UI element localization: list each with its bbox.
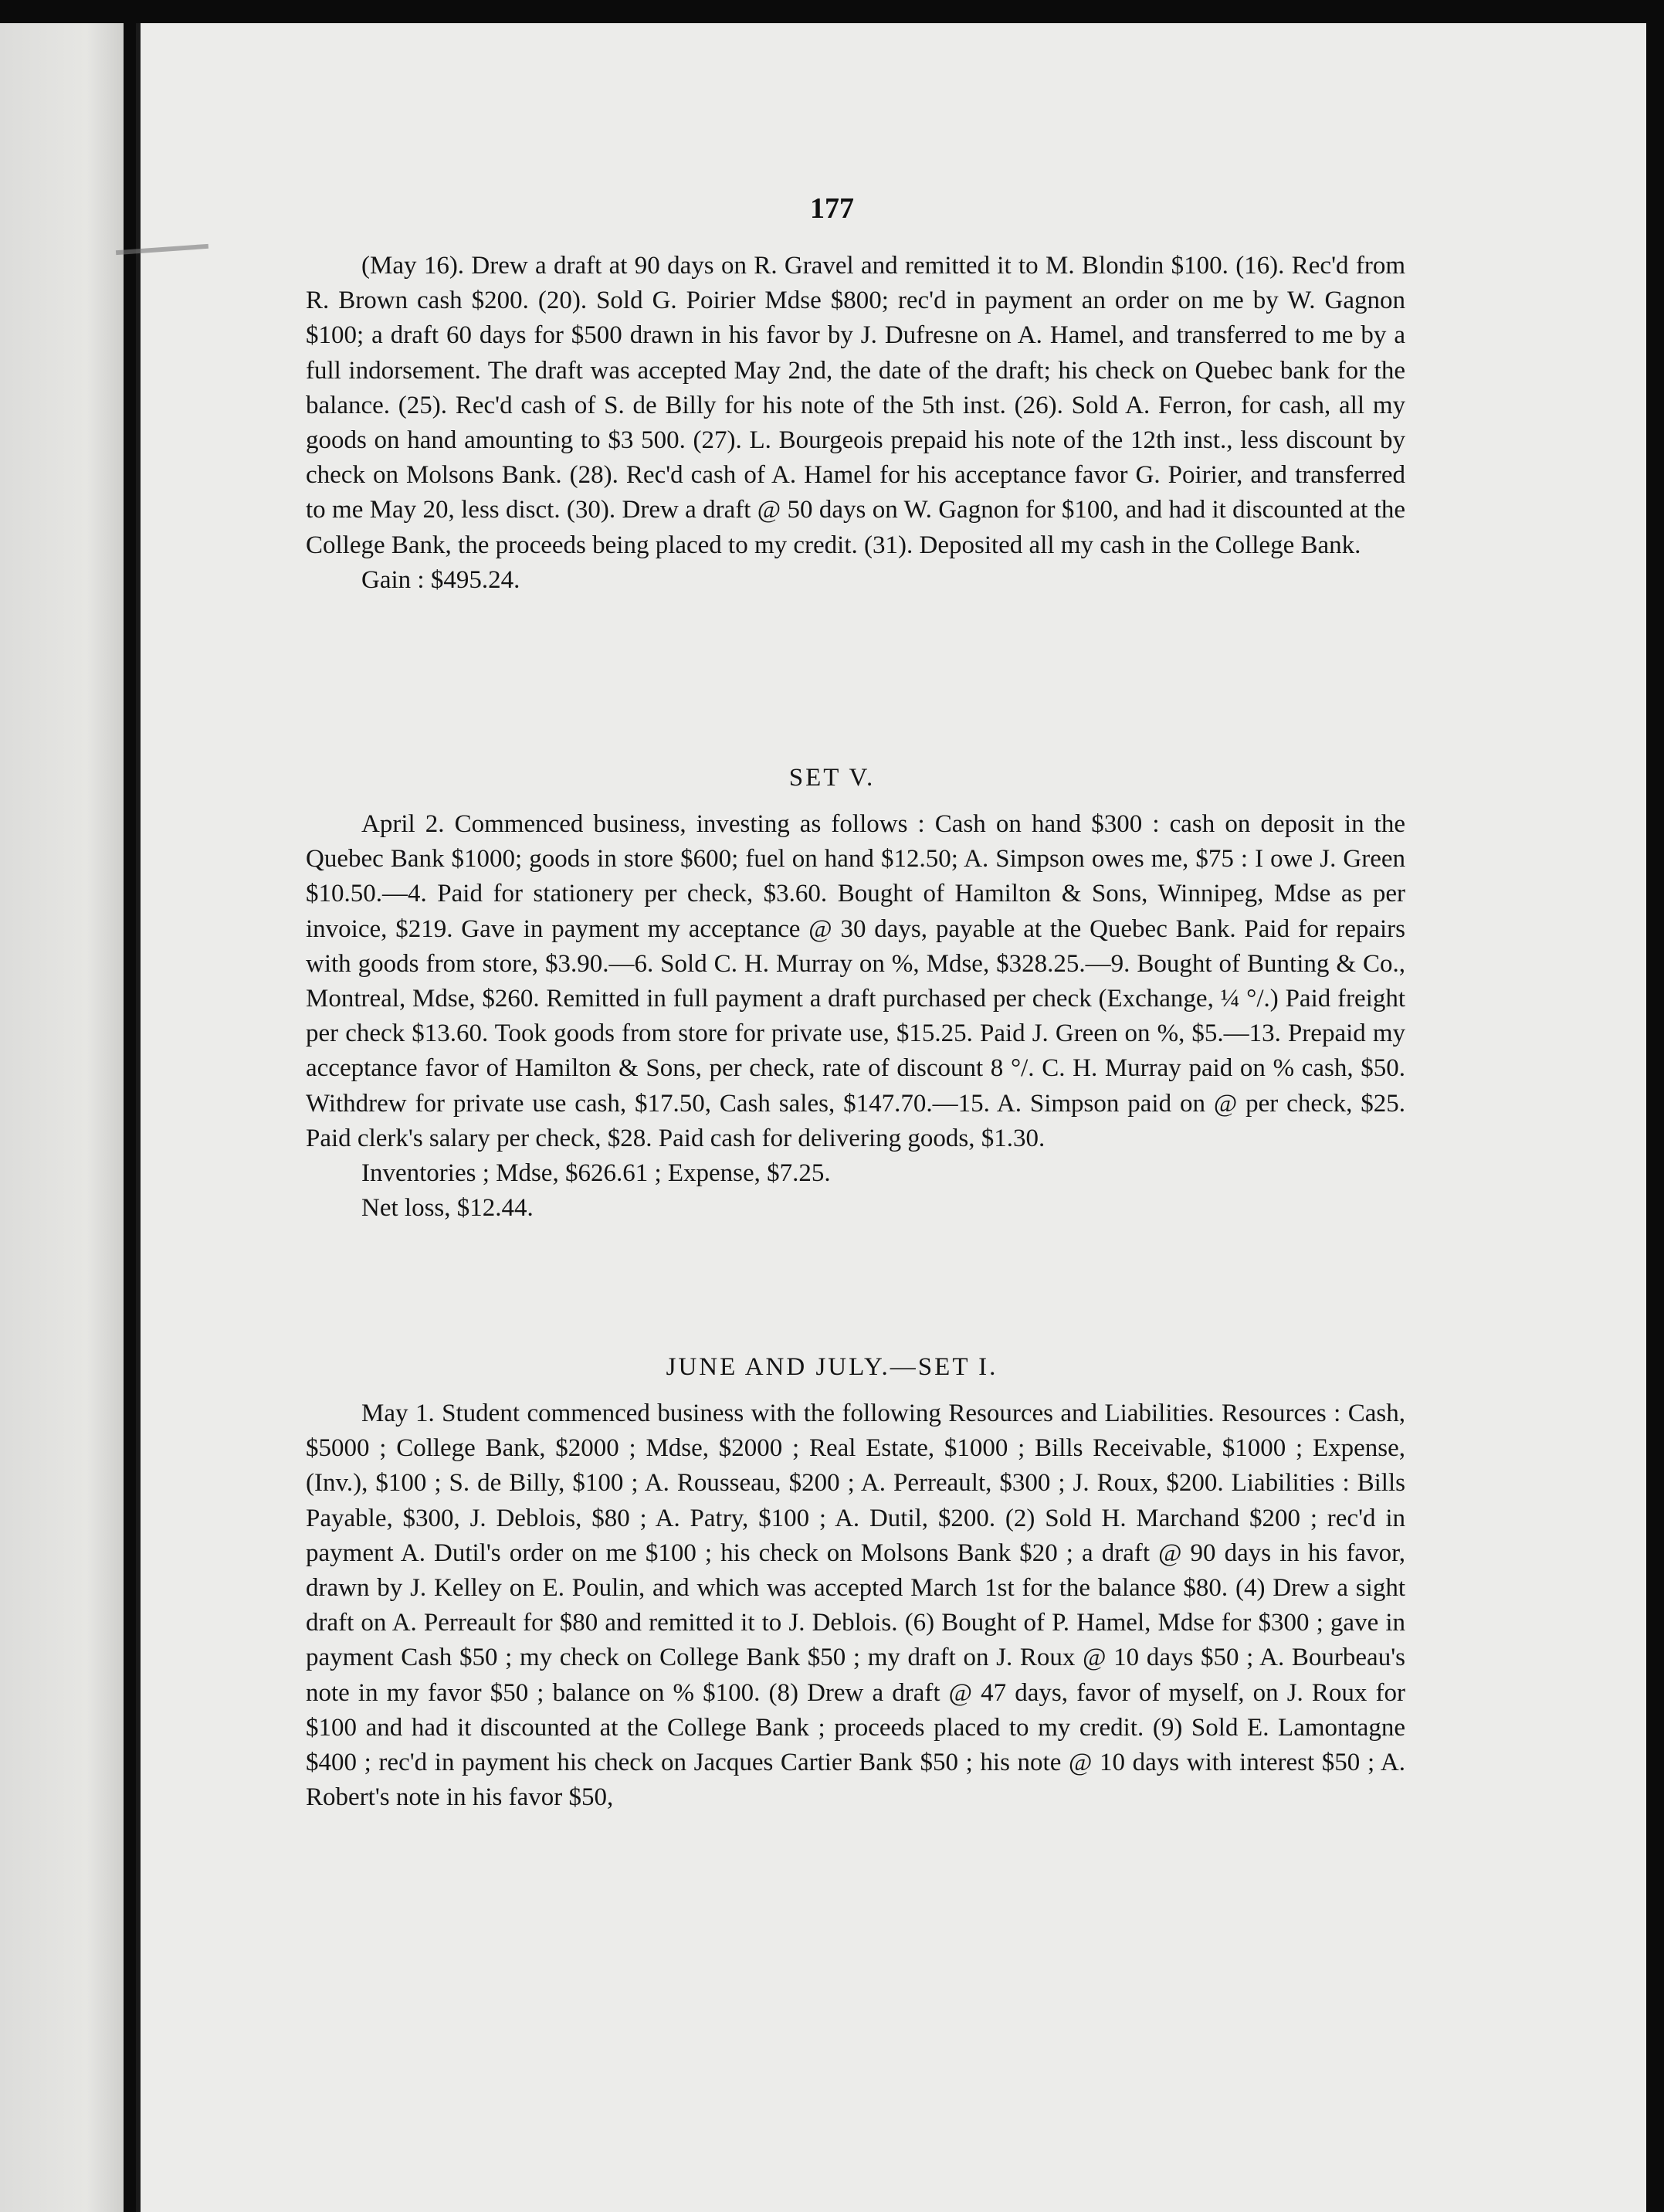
june-july-paragraph: May 1. Student commenced business with the following Resources and Liabilities. Resources : Cash, $5000 ; College Bank, $2000 ; Mdse, $2000 ; Real Estate, $1000 ; Bills Receivable, $1000 ; Expense, (Inv.), $100 ; S. de Billy, $100 ; A. Rousseau, $200 ; A. Perreault, $300 ; J. Roux, $200. Liabilities : Bills Payable, $300, J. Deblois, $80 ; A. Patry, $100 ; A. Dutil, $200. (2) Sold H. Marchand $200 ; rec'd in payment A. Dutil's order on me $100 ; his check on Molsons Bank $20 ; a draft @ 90 days in his favor, drawn by J. Kelley on E. Poulin, and which was accepted March 1st for the balance $80. (4) Drew a sight draft on A. Perreault for $80 and remitted it to J. Deblois. (6) Bought of P. Hamel, Mdse for $300 ; gave in payment Cash $50 ; my check on College Bank $50 ; my draft on J. Roux @ 10 days $50 ; A. Bourbeau's note in my favor $50 ; balance on % $100. (8) Drew a draft @ 47 days, favor of myself, on J. Roux for $100 and had it discounted at the College Bank ; proceeds placed to my credit. (9) Sold E. Lamontagne $400 ; rec'd in payment his check on Jacques Cartier Bank $50 ; his note @ 10 days with interest $50 ; A. Robert's note in his favor $50, (306, 1399, 1405, 1812)
set-v-block (306, 807, 1405, 1226)
gain-line: Gain : $495.24. (361, 565, 520, 594)
june-july-block (306, 1396, 1405, 1815)
inventories-line: Inventories ; Mdse, $626.61 ; Expense, $7.25. (361, 1159, 831, 1188)
may-transactions-block (306, 249, 1405, 598)
set-v-heading: SET V. (788, 764, 876, 792)
net-loss-line: Net loss, $12.44. (361, 1194, 534, 1223)
facing-page-margin (0, 23, 124, 2212)
binding-edge-line (136, 23, 141, 2212)
june-july-heading: JUNE AND JULY.—SET I. (666, 1353, 998, 1381)
set-v-paragraph: April 2. Commenced business, investing as follows : Cash on hand $300 : cash on deposit in the Quebec Bank $1000; goods in store $600; fuel on hand $12.50; A. Simpson owes me, $75 : I owe J. Green $10.50.—4. Paid for stationery per check, $3.60. Bought of Hamilton & Sons, Winnipeg, Mdse as per invoice, $219. Gave in payment my acceptance @ 30 days, payable at the Quebec Bank. Paid for repairs with goods from store, $3.90.—6. Sold C. H. Murray on %, Mdse, $328.25.—9. Bought of Bunting & Co., Montreal, Mdse, $260. Remitted in full payment a draft purchased per check (Exchange, ¼ °/.) Paid freight per check $13.60. Took goods from store for private use, $15.25. Paid J. Green on %, $5.—13. Prepaid my acceptance favor of Hamilton & Sons, per check, rate of discount 8 °/. C. H. Murray paid on % cash, $50. Withdrew for private use cash, $17.50, Cash sales, $147.70.—15. A. Simpson paid on @ per check, $25. Paid clerk's salary per check, $28. Paid cash for delivering goods, $1.30. (306, 810, 1405, 1152)
page-number: 177 (810, 192, 854, 225)
may-transactions-paragraph: (May 16). Drew a draft at 90 days on R. Gravel and remitted it to M. Blondin $100. (16). Rec'd from R. Brown cash $200. (20). Sold G. Poirier Mdse $800; rec'd in payment an order on me by W. Gagnon $100; a draft 60 days for $500 drawn in his favor by J. Dufresne on A. Hamel, and transferred to me by a full indorsement. The draft was accepted May 2nd, the date of the draft; his check on Quebec bank for the balance. (25). Rec'd cash of S. de Billy for his note of the 5th inst. (26). Sold A. Ferron, for cash, all my goods on hand amounting to $3 500. (27). L. Bourgeois prepaid his note of the 12th inst., less discount by check on Molsons Bank. (28). Rec'd cash of A. Hamel for his acceptance favor G. Poirier, and transferred to me May 20, less disct. (30). Drew a draft @ 50 days on W. Gagnon for $100, and had it discounted at the College Bank, the proceeds being placed to my credit. (31). Deposited all my cash in the College Bank. (306, 252, 1405, 559)
